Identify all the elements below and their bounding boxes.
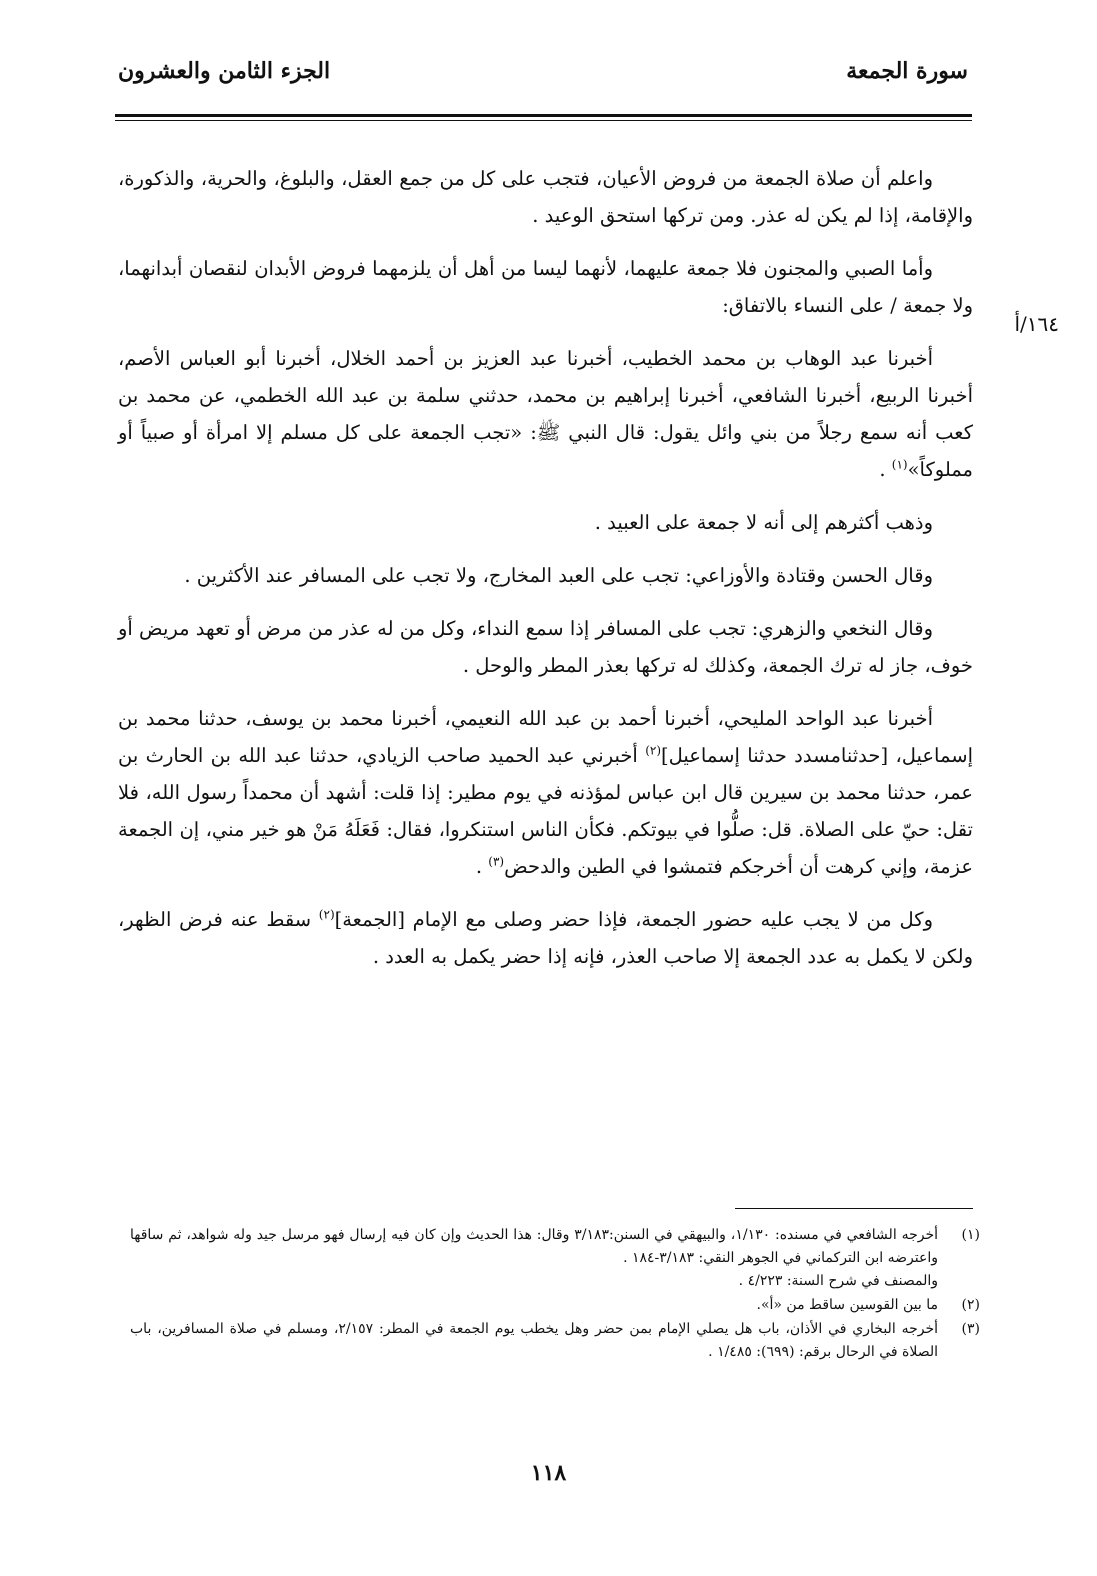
paragraph: وذهب أكثرهم إلى أنه لا جمعة على العبيد . <box>594 511 933 534</box>
footnote-text: ما بين القوسين ساقط من «أ». <box>756 1297 938 1313</box>
header-rule <box>115 114 972 117</box>
footnote-ref: (٣) <box>488 854 505 869</box>
paragraph: وكل من لا يجب عليه حضور الجمعة، فإذا حضر وصلى مع الإمام [الجمعة]$^{(٢)}$ سقط عنه فرض الظهر، ولكن لا يكمل به عدد الجمعة إلا صاحب العذر، فإنه إذا حضر يكمل به العدد . <box>118 907 973 968</box>
footnote-ref: (١) <box>891 457 908 472</box>
page-header <box>118 58 968 98</box>
footnote <box>130 1224 980 1293</box>
footnote-ref: (٢) <box>318 907 335 922</box>
footnotes <box>130 1224 980 1365</box>
footnote-number: (٣) <box>961 1321 980 1337</box>
footnote-number: (٢) <box>961 1297 980 1313</box>
footnote-number: (١) <box>961 1227 980 1243</box>
footnote <box>130 1294 980 1317</box>
juz-title: الجزء الثامن والعشرون <box>118 58 331 84</box>
footnote-text: والمصنف في شرح السنة: ٤/٢٢٣ . <box>738 1273 938 1289</box>
paragraph: أخبرنا عبد الوهاب بن محمد الخطيب، أخبرنا عبد العزيز بن أحمد الخلال، أخبرنا أبو العباس الأصم، أخبرنا الربيع، أخبرنا الشافعي، أخبرنا إبراهيم بن محمد، حدثني سلمة بن عبد الله الخطمي، عن محمد بن كعب أنه سمع رجلاً من بني وائل يقول: قال النبي ﷺ: «تجب الجمعة على كل مسلم إلا امرأة أو صبياً أو مملوكاً»$^{(١)}$ . <box>118 347 973 481</box>
paragraph: أخبرنا عبد الواحد المليحي، أخبرنا أحمد بن عبد الله النعيمي، أخبرنا محمد بن يوسف، حدثنا محمد بن إسماعيل، [حدثنامسدد حدثنا إسماعيل]$^{(٢)}$ أخبرني عبد الحميد صاحب الزيادي، حدثنا عبد الله بن الحارث بن عمر، حدثنا محمد بن سيرين قال ابن عباس لمؤذنه في يوم مطير: إذا قلت: أشهد أن محمداً رسول الله، فلا تقل: حيّ على الصلاة. قل: صلُّوا في بيوتكم. فكأن الناس استنكروا، فقال: فَعَلَهُ مَنْ هو خير مني، إن الجمعة عزمة، وإني كرهت أن أخرجكم فتمشوا في الطين والدحض$^{(٣)}$ . <box>118 707 974 878</box>
surah-title: سورة الجمعة <box>846 58 968 84</box>
paragraph: وأما الصبي والمجنون فلا جمعة عليهما، لأنهما ليسا من أهل أن يلزمهما فروض الأبدان لنقصان أبدانهما، ولا جمعة / على النساء بالاتفاق: <box>118 257 973 317</box>
header-rule-thin <box>115 120 972 121</box>
footnote-text: أخرجه الشافعي في مسنده: ١/١٣٠، والبيهقي في السنن:٣/١٨٣ وقال: هذا الحديث وإن كان فيه إرسال فهو مرسل جيد وله شواهد، ثم ساقها واعترضه ابن التركماني في الجوهر النقي: ٣/١٨٣-١٨٤ . <box>130 1227 938 1266</box>
folio-margin-note: ١٦٤/أ <box>1014 312 1059 336</box>
footnote-text: أخرجه البخاري في الأذان، باب هل يصلي الإمام بمن حضر وهل يخطب يوم الجمعة في المطر: ٢/١٥٧، ومسلم في صلاة المسافرين، باب الصلاة في الرحال برقم: (٦٩٩): ١/٤٨٥ . <box>130 1321 939 1360</box>
footnote-ref: (٢) <box>645 743 662 758</box>
main-text <box>118 160 973 991</box>
paragraph: وقال الحسن وقتادة والأوزاعي: تجب على العبد المخارج، ولا تجب على المسافر عند الأكثرين . <box>184 564 933 587</box>
paragraph: واعلم أن صلاة الجمعة من فروض الأعيان، فتجب على كل من جمع العقل، والبلوغ، والحرية، والذكورة، والإقامة، إذا لم يكن له عذر. ومن تركها استحق الوعيد . <box>118 167 973 227</box>
footnote-separator <box>735 1208 973 1209</box>
footnote <box>130 1318 980 1364</box>
page-number: ١١٨ <box>530 1460 567 1486</box>
paragraph: وقال النخعي والزهري: تجب على المسافر إذا سمع النداء، وكل من له عذر من مرض أو تعهد مريض أو خوف، جاز له ترك الجمعة، وكذلك له تركها بعذر المطر والوحل . <box>118 617 973 677</box>
